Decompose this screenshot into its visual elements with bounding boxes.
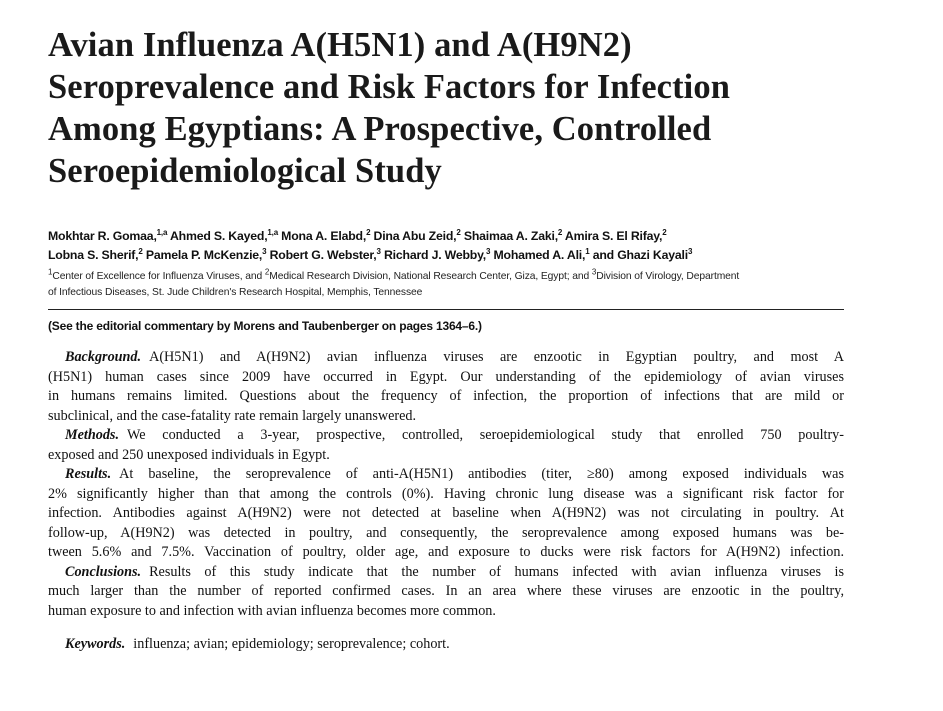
affiliation-text: Center of Excellence for Influenza Viruses, and <box>52 271 265 282</box>
abstract-line: tween 5.6% and 7.5%. Vaccination of poultry, older age, and exposure to ducks were risk factors for A(H9N2) infection. <box>48 544 844 560</box>
author-affiliation-mark: 1,a <box>267 227 278 237</box>
affiliation-mark: 2 <box>264 267 270 277</box>
author-line <box>48 246 844 265</box>
affiliation-mark: 3 <box>591 267 597 277</box>
author-affiliation-mark: 2 <box>557 227 563 237</box>
author-affiliation-mark: 2 <box>662 227 667 237</box>
abstract-line <box>48 465 844 485</box>
abstract-line <box>48 426 844 446</box>
abstract-line: subclinical, and the case-fatality rate remain largely unanswered. <box>48 407 417 424</box>
keywords-text: influenza; avian; epidemiology; seroprevalence; cohort. <box>133 636 450 652</box>
abstract-line <box>48 563 844 583</box>
keywords-label: Keywords. <box>65 636 126 652</box>
affiliation-mark: 1 <box>48 267 53 277</box>
abstract-line: much larger than the number of reported confirmed cases. In an area where these viruses are enzootic in the poultry, <box>48 583 844 599</box>
abstract-line: human exposure to and infection with avian influenza becomes more common. <box>48 602 496 619</box>
section-label: Background. <box>65 349 142 365</box>
abstract-line <box>48 348 844 368</box>
abstract-line: in humans remains limited. Questions about the frequency of infection, the proportion of infections that are mild or <box>48 388 844 404</box>
article-title <box>48 24 844 192</box>
author-name: and Ghazi Kayali <box>592 248 688 262</box>
author-affiliation-mark: 1,a <box>156 227 168 237</box>
author-affiliation-mark: 2 <box>138 246 143 256</box>
title-line: Seroepidemiological Study <box>48 152 442 190</box>
author-name: Pamela P. McKenzie, <box>145 248 263 262</box>
author-name: Shaimaa A. Zaki, <box>463 229 558 243</box>
abstract <box>48 348 844 621</box>
title-line: Seroprevalence and Risk Factors for Infection <box>48 68 730 106</box>
author-name: Ahmed S. Kayed, <box>169 229 268 243</box>
affiliation-text: Division of Virology, Department <box>596 271 740 282</box>
author-name: Robert G. Webster, <box>269 248 377 262</box>
author-affiliation-mark: 2 <box>366 227 371 237</box>
section-divider <box>48 309 844 310</box>
affiliation-text: Medical Research Division, National Research Center, Giza, Egypt; and <box>269 271 592 282</box>
abstract-text: Results of this study indicate that the number of humans infected with avian influenza viruses is <box>149 563 844 580</box>
abstract-text: A(H5N1) and A(H9N2) avian influenza viruses are enzootic in Egyptian poultry, and most A <box>149 349 844 365</box>
author-list <box>48 227 844 265</box>
affiliation-line <box>48 269 844 285</box>
author-affiliation-mark: 3 <box>376 246 381 256</box>
author-affiliation-mark: 3 <box>486 246 491 256</box>
abstract-line: follow-up, A(H9N2) was detected in poultry, and consequently, the seroprevalence among exposed humans was be- <box>48 524 844 541</box>
author-name: Richard J. Webby, <box>383 248 487 262</box>
title-line: Among Egyptians: A Prospective, Controlled <box>48 110 712 148</box>
author-affiliation-mark: 3 <box>687 246 693 256</box>
abstract-line: 2% significantly higher than that among the controls (0%). Having chronic lung disease was a significant risk factor for <box>48 485 844 502</box>
affiliations <box>48 269 844 301</box>
abstract-line: exposed and 250 unexposed individuals in Egypt. <box>48 446 330 463</box>
author-name: Dina Abu Zeid, <box>373 229 457 243</box>
author-affiliation-mark: 3 <box>262 246 267 256</box>
author-affiliation-mark: 1 <box>585 246 590 256</box>
section-label: Methods. <box>65 427 119 443</box>
author-name: Mokhtar R. Gomaa, <box>48 229 157 243</box>
abstract-text: We conducted a 3-year, prospective, controlled, seroepidemiological study that enrolled 750 poultry- <box>127 427 844 443</box>
author-affiliation-mark: 2 <box>456 227 461 237</box>
article-page <box>48 24 844 654</box>
affiliation-line: of Infectious Diseases, St. Jude Children's Research Hospital, Memphis, Tennessee <box>48 287 423 298</box>
abstract-text: At baseline, the seroprevalence of anti-A(H5N1) antibodies (titer, ≥80) among exposed individuals was <box>119 466 844 482</box>
section-label: Conclusions. <box>65 563 142 580</box>
keywords <box>48 635 844 654</box>
section-label: Results. <box>65 466 112 482</box>
title-line: Avian Influenza A(H5N1) and A(H9N2) <box>48 26 632 64</box>
author-name: Amira S. El Rifay, <box>564 229 663 243</box>
abstract-methods <box>48 426 844 465</box>
abstract-line: infection. Antibodies against A(H9N2) were not detected at baseline when A(H9N2) was not circulating in poultry. At <box>48 505 844 521</box>
abstract-results <box>48 465 844 563</box>
author-name: Mohamed A. Ali, <box>493 248 586 262</box>
abstract-conclusions <box>48 563 844 622</box>
author-name: Lobna S. Sherif, <box>48 248 139 262</box>
author-name: Mona A. Elabd, <box>281 229 367 243</box>
editorial-note: (See the editorial commentary by Morens and Taubenberger on pages 1364–6.) <box>48 319 482 333</box>
author-line <box>48 227 844 246</box>
abstract-line: (H5N1) human cases since 2009 have occurred in Egypt. Our understanding of the epidemiology of avian viruses <box>48 368 844 385</box>
abstract-background <box>48 348 844 426</box>
